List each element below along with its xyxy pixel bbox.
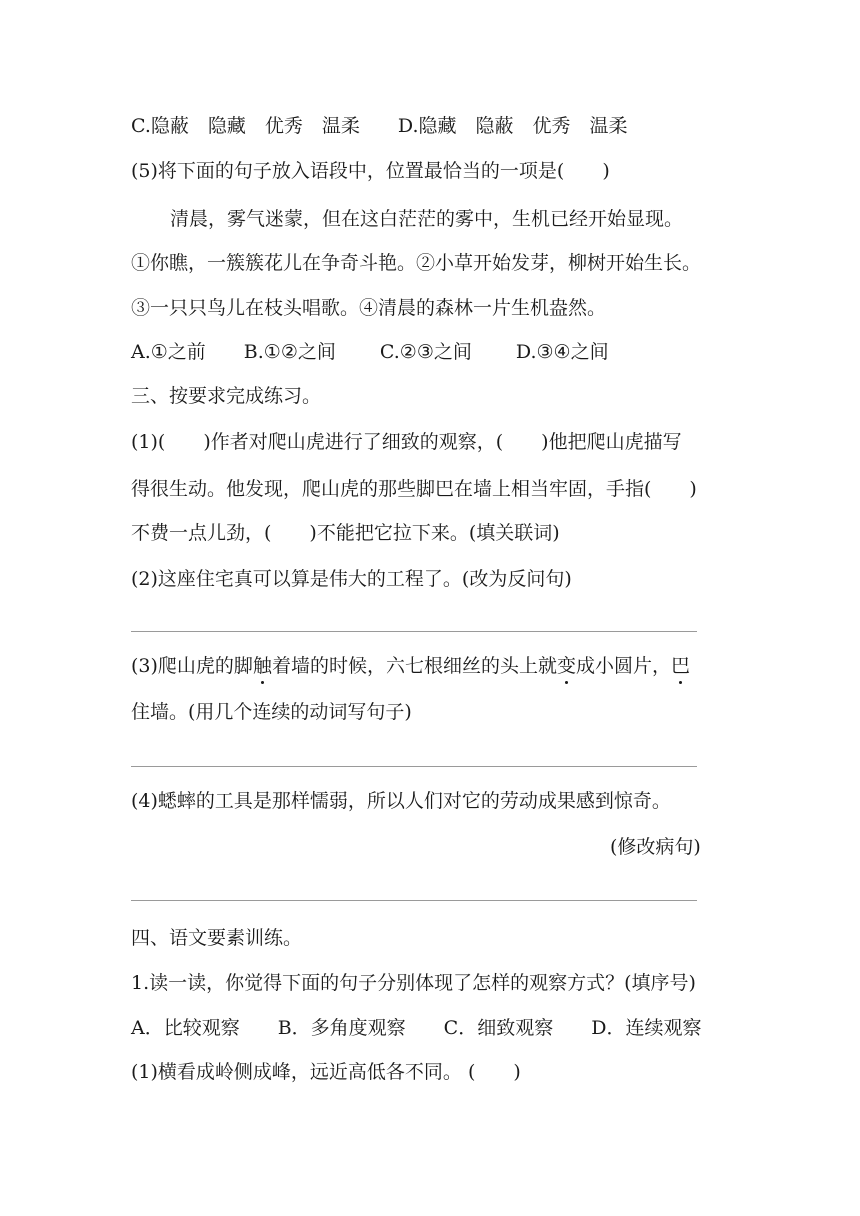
answer-line-q3[interactable]: [131, 766, 697, 767]
s3-q3-text-c: 成小圆片，: [575, 655, 671, 677]
q5-passage-line1: ①你瞧，一簇簇花儿在争奇斗艳。②小草开始发芽，柳树开始生长。: [131, 252, 702, 274]
emphasis-char-1: 触: [252, 655, 272, 677]
s3-q2: (2)这座住宅真可以算是伟大的工程了。(改为反问句): [131, 568, 572, 590]
q4-options-cd: C.隐蔽 隐藏 优秀 温柔 D.隐藏 隐蔽 优秀 温柔: [131, 115, 628, 137]
q5-passage-line2: ③一只只鸟儿在枝头唱歌。④清晨的森林一片生机盎然。: [131, 297, 607, 319]
s4-item1: (1)横看成岭侧成峰，远近高低各不同。 ( ): [131, 1061, 521, 1083]
s3-q3-text-b: 着墙的时候，六七根细丝的头上就: [271, 655, 557, 677]
s3-q1-line1: (1)( )作者对爬山虎进行了细致的观察，( )他把爬山虎描写: [131, 431, 682, 453]
section3-title: 三、按要求完成练习。: [131, 385, 322, 407]
emphasis-char-3: 巴: [670, 655, 690, 677]
s3-q4-line1: (4)蟋蟀的工具是那样懦弱，所以人们对它的劳动成果感到惊奇。: [131, 790, 671, 812]
q5-options: A.①之前 B.①②之间 C.②③之间 D.③④之间: [131, 341, 609, 363]
s3-q3-text-a: (3)爬山虎的脚: [131, 655, 253, 677]
emphasis-char-2: 变: [556, 655, 576, 677]
s4-q1-prompt: 1.读一读，你觉得下面的句子分别体现了怎样的观察方式？(填序号): [131, 972, 696, 994]
q5-prompt: (5)将下面的句子放入语段中，位置最恰当的一项是( ): [131, 160, 610, 182]
answer-line-q4[interactable]: [131, 900, 697, 901]
section4-title: 四、语文要素训练。: [131, 927, 303, 949]
q5-sentence: 清晨，雾气迷蒙，但在这白茫茫的雾中，生机已经开始显现。: [170, 208, 684, 230]
s3-q1-line3: 不费一点儿劲，( )不能把它拉下来。(填关联词): [131, 522, 560, 544]
answer-line-q2[interactable]: [131, 631, 697, 632]
s3-q1-line2: 得很生动。他发现，爬山虎的那些脚巴在墙上相当牢固，手指( ): [131, 478, 697, 500]
s3-q3-line1: [131, 654, 690, 678]
s4-options: A．比较观察 B．多角度观察 C．细致观察 D．连续观察: [131, 1017, 702, 1039]
s3-q3-line2: 住墙。(用几个连续的动词写句子): [131, 701, 412, 723]
s3-q4-line2: (修改病句): [610, 836, 701, 858]
